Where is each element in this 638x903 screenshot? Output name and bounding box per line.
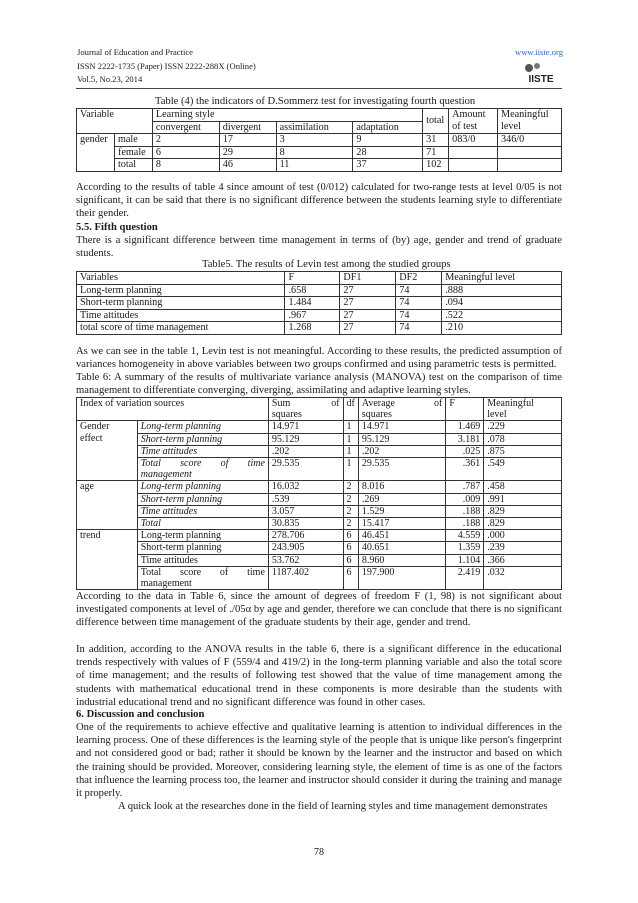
table-cell: 6 — [343, 554, 358, 566]
table5 — [76, 271, 562, 335]
table-cell: 4.559 — [446, 530, 484, 542]
section-heading-5-5: 5.5. Fifth question — [76, 222, 158, 233]
t6-h-df: df — [343, 398, 358, 421]
table-cell: .366 — [484, 554, 562, 566]
table-cell: 11 — [276, 159, 353, 172]
table-cell: Total score of time management — [137, 566, 268, 589]
table-cell: .094 — [442, 297, 562, 310]
table-cell: .000 — [484, 530, 562, 542]
table-row — [77, 542, 562, 554]
table-cell: 197.900 — [358, 566, 445, 589]
table-row — [77, 554, 562, 566]
table-cell: Time attitudes — [77, 309, 285, 322]
table-cell: .875 — [484, 445, 562, 457]
journal-url[interactable]: www.iiste.org — [515, 47, 563, 57]
table-cell: 28 — [353, 146, 423, 159]
table-cell: 27 — [340, 322, 396, 335]
table-cell: Long-term planning — [137, 481, 268, 493]
table-cell: Short-term planning — [137, 493, 268, 505]
table-row — [77, 297, 562, 310]
table-cell: total — [114, 159, 152, 172]
table-row — [77, 421, 562, 433]
table-cell: 6 — [343, 566, 358, 589]
table6-header-row — [77, 398, 562, 421]
table-cell: .888 — [442, 284, 562, 297]
table-cell: 1.268 — [285, 322, 340, 335]
t6-h-source: Index of variation sources — [77, 398, 269, 421]
table-cell: Long-term planning — [77, 284, 285, 297]
t6-group-trend: trend — [77, 530, 138, 590]
table-cell: .539 — [268, 493, 343, 505]
table-cell: 2 — [152, 134, 219, 147]
table-cell: 2 — [343, 481, 358, 493]
t4-h-divergent: divergent — [219, 121, 276, 134]
table-cell: .009 — [446, 493, 484, 505]
t6-group-gender: Gender effect — [77, 421, 138, 481]
table-cell: female — [114, 146, 152, 159]
table-row — [77, 146, 562, 159]
table-cell: Short-term planning — [137, 433, 268, 445]
table-cell: 95.129 — [268, 433, 343, 445]
paragraph: As we can see in the table 1, Levin test is not meaningful. According to these results, the predicted assumption of variances homogeneity in above variables between two groups confirmed and using parametric tests is permitted. — [76, 346, 562, 371]
t6-h-f: F — [446, 398, 484, 421]
table-cell: 3.181 — [446, 433, 484, 445]
table-cell: 74 — [396, 284, 442, 297]
table-cell: .829 — [484, 505, 562, 517]
t4-h-variable: Variable — [77, 109, 153, 134]
table-cell: 346/0 — [498, 134, 562, 147]
table-header-cell: DF2 — [396, 272, 442, 285]
paragraph: According to the data in Table 6, since the amount of degrees of freedom F (1, 98) is not significant about investigated components at level of ./05α by age and gender, therefore we can conclude that there is no significant difference between time management of the graduate students by their age, gender and trend. — [76, 591, 562, 629]
table-cell — [449, 159, 498, 172]
paragraph: Table 6: A summary of the results of multivariate variance analysis (MANOVA) test on the comparison of time management to differentiate converging, diverging, assimilating and adaptive learning styles. — [76, 372, 562, 397]
table-cell: .202 — [358, 445, 445, 457]
table-cell: .188 — [446, 518, 484, 530]
table-cell: 1 — [343, 458, 358, 481]
table-cell: 1187.402 — [268, 566, 343, 589]
table-row — [77, 309, 562, 322]
table-cell: 1.529 — [358, 505, 445, 517]
table-cell: Total — [137, 518, 268, 530]
t4-h-convergent: convergent — [152, 121, 219, 134]
table-row — [77, 433, 562, 445]
iiste-logo — [521, 61, 561, 85]
table-cell: 46 — [219, 159, 276, 172]
volume: Vol.5, No.23, 2014 — [77, 74, 143, 84]
table-cell: 16.032 — [268, 481, 343, 493]
table-cell: .658 — [285, 284, 340, 297]
t6-h-meaningful: Meaningful level — [484, 398, 562, 421]
t6-group-age: age — [77, 481, 138, 530]
t4-gender: gender — [77, 134, 115, 172]
table-cell: 8.960 — [358, 554, 445, 566]
table-cell: 15.417 — [358, 518, 445, 530]
table-cell: .829 — [484, 518, 562, 530]
table-cell: 29.535 — [358, 458, 445, 481]
paragraph: There is a significant difference between time management in terms of (by) age, gender and trend of graduate students. — [76, 235, 562, 260]
table-cell: Total score of time management — [137, 458, 268, 481]
table-cell: 278.706 — [268, 530, 343, 542]
table-row — [77, 518, 562, 530]
table-cell: 1.484 — [285, 297, 340, 310]
table-header-cell: DF1 — [340, 272, 396, 285]
table-cell: Long-term planning — [137, 530, 268, 542]
t4-h-amount: Amount of test — [449, 109, 498, 134]
paragraph: According to the results of table 4 since amount of test (0/012) calculated for two-range tests at level 0/05 is not significant, it can be said that there is no significant difference between the students learning style to differentiate their gender. — [76, 182, 562, 220]
table-row — [77, 458, 562, 481]
t4-h-assimilation: assimilation — [276, 121, 353, 134]
table-cell: total score of time management — [77, 322, 285, 335]
table-cell: .269 — [358, 493, 445, 505]
table-cell: 74 — [396, 297, 442, 310]
table-cell: 30.835 — [268, 518, 343, 530]
table-row — [77, 481, 562, 493]
table-cell: 74 — [396, 322, 442, 335]
table-cell: .025 — [446, 445, 484, 457]
t4-h-total: total — [423, 109, 449, 134]
t4-h-learning-style: Learning style — [152, 109, 422, 122]
table-cell: 1 — [343, 433, 358, 445]
t4-h-adaptation: adaptation — [353, 121, 423, 134]
table-cell: male — [114, 134, 152, 147]
t4-h-meaningful: Meaningful level — [498, 109, 562, 134]
table-cell: 1.469 — [446, 421, 484, 433]
table-cell: 27 — [340, 309, 396, 322]
table-cell: Short-term planning — [77, 297, 285, 310]
table-cell: .078 — [484, 433, 562, 445]
table-cell: 8 — [276, 146, 353, 159]
table6 — [76, 397, 562, 590]
table-cell: 74 — [396, 309, 442, 322]
table-cell: 40.651 — [358, 542, 445, 554]
table-row — [77, 445, 562, 457]
table-cell: 102 — [423, 159, 449, 172]
t6-h-avg: Average of squares — [358, 398, 445, 421]
table-row — [77, 322, 562, 335]
table-row — [77, 530, 562, 542]
table-cell: Time attitudes — [137, 554, 268, 566]
table-cell: .458 — [484, 481, 562, 493]
table-cell: 17 — [219, 134, 276, 147]
table-cell: 1 — [343, 445, 358, 457]
table-cell: 37 — [353, 159, 423, 172]
table-cell: 2 — [343, 505, 358, 517]
header-rule — [76, 88, 562, 89]
table-cell — [498, 159, 562, 172]
table-cell: 083/0 — [449, 134, 498, 147]
paragraph: A quick look at the researches done in the field of learning styles and time management demonstrates — [118, 801, 548, 812]
table-cell: 27 — [340, 297, 396, 310]
table-cell: 14.971 — [358, 421, 445, 433]
table-cell: 6 — [152, 146, 219, 159]
page-number: 78 — [314, 847, 324, 858]
table-row — [77, 493, 562, 505]
table-cell: .991 — [484, 493, 562, 505]
table-cell: 14.971 — [268, 421, 343, 433]
table-header-cell: Meaningful level — [442, 272, 562, 285]
table-cell: .522 — [442, 309, 562, 322]
table-cell: 1.359 — [446, 542, 484, 554]
paragraph: One of the requirements to achieve effective and qualitative learning is attention to individual differences in the learning process. One of these differences is the learning style of the people that is unique like person's fingerprint and not considered good or bad; rather it should be known by the learner and the instructor and based on which the training should be provided. Moreover, considering learning style, the element of time is as one of the factors that influence the learning process too, the learner and instructor should consider it during the training and manage it properly. — [76, 722, 562, 800]
table-cell: .787 — [446, 481, 484, 493]
table-cell: 95.129 — [358, 433, 445, 445]
table-cell: 2 — [343, 518, 358, 530]
table-cell — [498, 146, 562, 159]
table4-caption: Table (4) the indicators of D.Sommerz test for investigating fourth question — [155, 96, 476, 107]
table-cell: 243.905 — [268, 542, 343, 554]
table-cell: .032 — [484, 566, 562, 589]
t6-h-sum: Sum of squares — [268, 398, 343, 421]
table-cell: 2 — [343, 493, 358, 505]
table-cell: 1.104 — [446, 554, 484, 566]
table-header-cell: Variables — [77, 272, 285, 285]
table-cell: Short-term planning — [137, 542, 268, 554]
table-cell: .229 — [484, 421, 562, 433]
table-row — [77, 159, 562, 172]
table-cell: 1 — [343, 421, 358, 433]
table4-header-row — [77, 109, 562, 122]
table-cell: Time attitudes — [137, 505, 268, 517]
table-cell: 71 — [423, 146, 449, 159]
table5-header-row — [77, 272, 562, 285]
table-cell: .202 — [268, 445, 343, 457]
table-cell: .549 — [484, 458, 562, 481]
table-cell: 8.016 — [358, 481, 445, 493]
table-cell: .967 — [285, 309, 340, 322]
paragraph: In addition, according to the ANOVA results in the table 6, there is a significant difference in the educational trends respectively with values of F (559/4 and 419/2) in the long-term planning variable and also the total score of time management; and the results of following test showed that the value of time management among the students with mathematical educational trend in these components is more desirable than the students with industrial educational trend and no significant difference was found in other cases. — [76, 644, 562, 708]
table-cell: 29.535 — [268, 458, 343, 481]
section-heading-6: 6. Discussion and conclusion — [76, 709, 205, 720]
table-cell — [449, 146, 498, 159]
table-cell: 6 — [343, 530, 358, 542]
table-cell: 53.762 — [268, 554, 343, 566]
table-cell: Long-term planning — [137, 421, 268, 433]
table-row — [77, 284, 562, 297]
table-header-cell: F — [285, 272, 340, 285]
table-cell: 29 — [219, 146, 276, 159]
table-cell: 27 — [340, 284, 396, 297]
table-cell: .361 — [446, 458, 484, 481]
logo-text: IISTE — [528, 74, 554, 85]
journal-title: Journal of Education and Practice — [77, 47, 193, 57]
table-cell: 46.451 — [358, 530, 445, 542]
table-cell: 3 — [276, 134, 353, 147]
table-cell: 2.419 — [446, 566, 484, 589]
table-row — [77, 566, 562, 589]
table-cell: .210 — [442, 322, 562, 335]
table-row — [77, 505, 562, 517]
table-cell: 8 — [152, 159, 219, 172]
table-cell: 6 — [343, 542, 358, 554]
table-cell: .188 — [446, 505, 484, 517]
table-cell: 9 — [353, 134, 423, 147]
table-cell: 3.057 — [268, 505, 343, 517]
table4 — [76, 108, 562, 172]
table5-caption: Table5. The results of Levin test among the studied groups — [202, 259, 451, 270]
table-row — [77, 134, 562, 147]
table-cell: Time attitudes — [137, 445, 268, 457]
issn: ISSN 2222-1735 (Paper) ISSN 2222-288X (Online) — [77, 61, 256, 71]
table-cell: .239 — [484, 542, 562, 554]
table-cell: 31 — [423, 134, 449, 147]
